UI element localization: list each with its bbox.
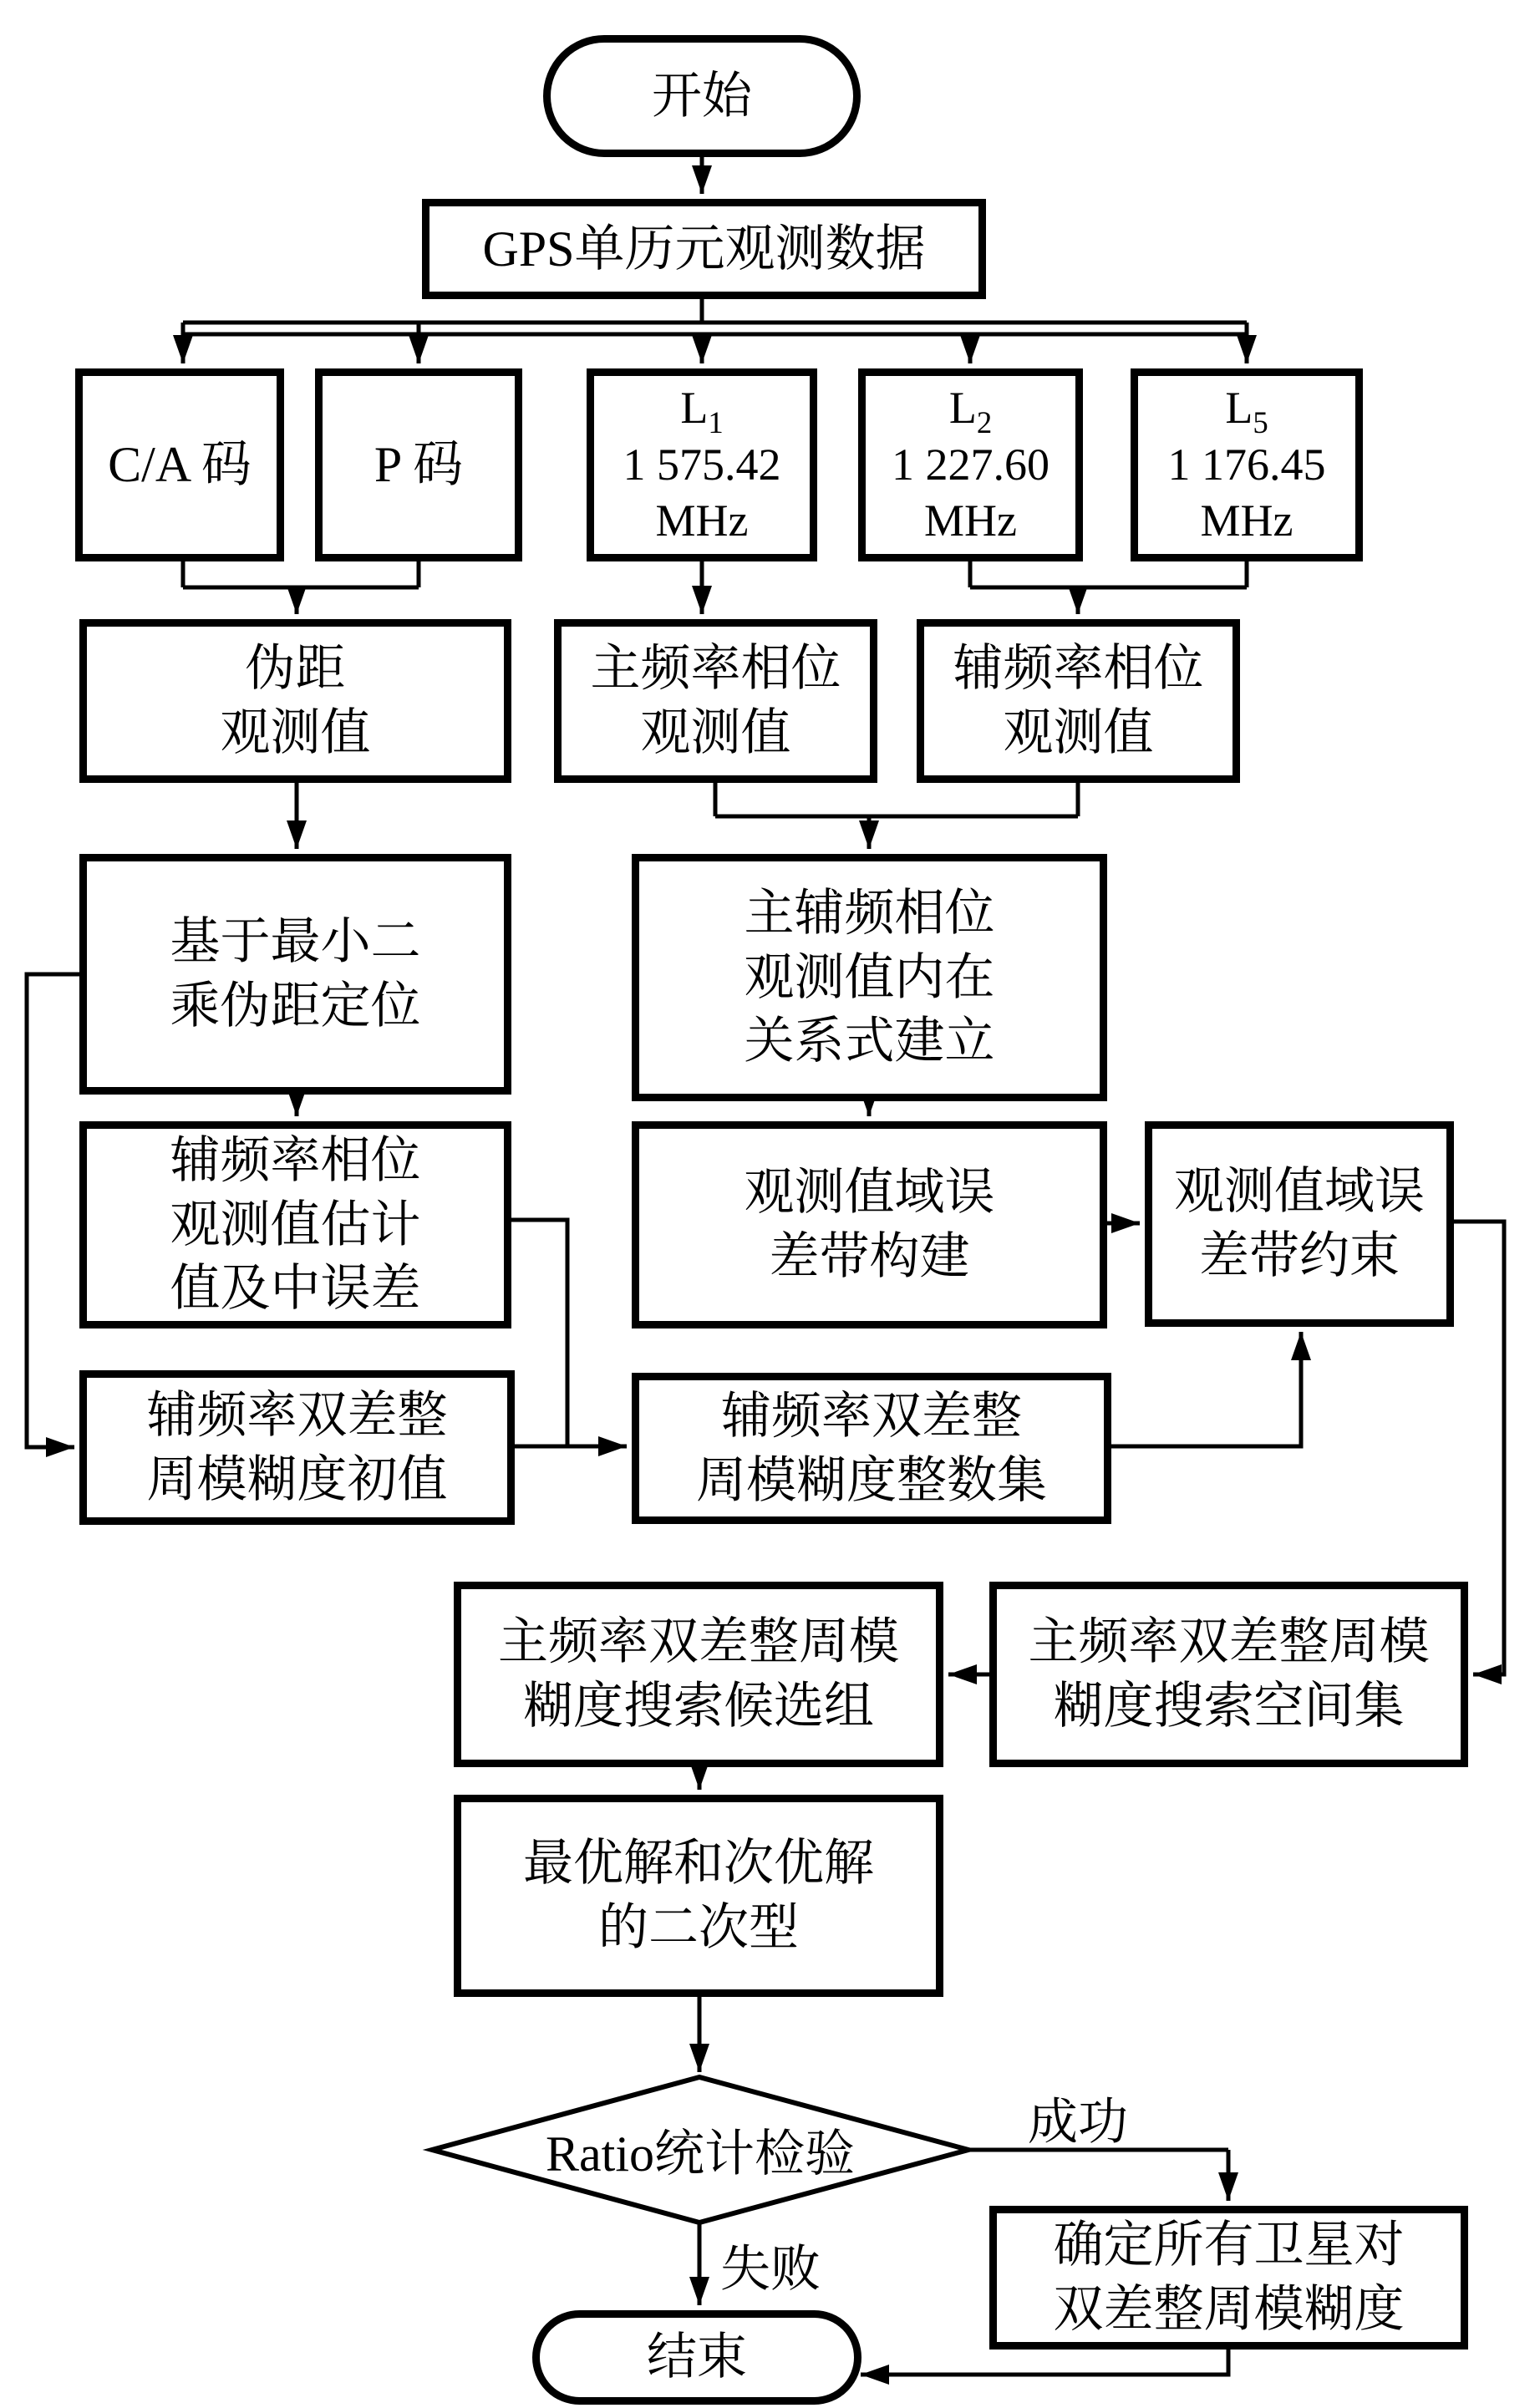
node-l5-unit: MHz xyxy=(1200,495,1293,546)
node-start-label: 开始 xyxy=(652,68,752,124)
node-main-dd-ambiguity-candidates xyxy=(454,1582,943,1767)
node-ca-code-label: C/A 码 xyxy=(108,437,252,493)
node-gps-data-label: GPS单历元观测数据 xyxy=(482,221,926,277)
node-l1-name: $L_1$ xyxy=(680,383,724,440)
node-phase-relation-line1: 主辅频相位 xyxy=(744,885,995,941)
node-phase-relation-build xyxy=(632,854,1107,1101)
node-l5-freq-value: 1 176.45 xyxy=(1167,439,1326,490)
edge-confirm-end xyxy=(861,2350,1228,2375)
node-quadratic-line1: 最优解和次优解 xyxy=(523,1836,874,1892)
l1-subscript: 1 xyxy=(708,405,724,440)
node-ratio-test xyxy=(468,2108,933,2192)
node-error-band-constraint xyxy=(1145,1121,1454,1327)
node-quadratic-line2: 的二次型 xyxy=(598,1900,799,1955)
node-aux-dd-init-line2: 周模糊度初值 xyxy=(146,1451,448,1507)
node-l1-frequency xyxy=(587,368,817,561)
node-phase-relation-line2: 观测值内在 xyxy=(744,949,995,1005)
node-lsq-line1: 基于最小二 xyxy=(170,914,421,970)
node-main-freq-phase-obs xyxy=(554,619,877,783)
node-end xyxy=(532,2310,861,2405)
node-aux-dd-ambiguity-init xyxy=(79,1370,515,1525)
node-aux-dd-set-line2: 周模糊度整数集 xyxy=(696,1452,1047,1508)
node-error-band-build-line1: 观测值域误 xyxy=(744,1165,995,1221)
node-end-label: 结束 xyxy=(647,2329,747,2385)
node-main-dd-ambiguity-search-space xyxy=(989,1582,1468,1767)
node-aux-freq-phase-line1: 辅频率相位 xyxy=(953,641,1204,697)
node-l5-frequency xyxy=(1131,368,1363,561)
l2-subscript: 2 xyxy=(976,405,993,440)
node-p-code xyxy=(315,368,522,561)
label-success: 成功 xyxy=(1028,2095,1128,2150)
node-aux-phase-estimate xyxy=(79,1121,511,1328)
node-l2-unit: MHz xyxy=(924,495,1017,546)
node-pseudorange-obs-line2: 观测值 xyxy=(220,705,371,760)
node-aux-dd-ambiguity-int-set xyxy=(632,1373,1111,1524)
node-confirm-line2: 双差整周模糊度 xyxy=(1053,2282,1405,2337)
node-aux-phase-estimate-line2: 观测值估计 xyxy=(170,1196,421,1252)
node-l1-freq-value: 1 575.42 xyxy=(623,439,781,490)
node-aux-phase-estimate-line1: 辅频率相位 xyxy=(170,1132,421,1188)
l5-subscript: 5 xyxy=(1253,405,1268,440)
node-aux-freq-phase-obs xyxy=(917,619,1240,783)
label-fail: 失败 xyxy=(720,2242,821,2297)
node-confirm-ambiguity xyxy=(989,2206,1468,2350)
node-aux-phase-estimate-line3: 值及中误差 xyxy=(170,1261,421,1317)
node-l2-frequency xyxy=(858,368,1083,561)
node-main-freq-phase-line2: 观测值 xyxy=(640,705,791,760)
node-quadratic-form xyxy=(454,1795,943,1997)
node-main-freq-phase-line1: 主频率相位 xyxy=(590,641,841,697)
edge-auxest-join xyxy=(511,1220,567,1446)
node-l5-name: $L_5$ xyxy=(1225,383,1268,440)
node-pseudorange-obs-line1: 伪距 xyxy=(245,641,346,697)
node-l2-name: $L_2$ xyxy=(948,383,993,440)
node-pseudorange-obs xyxy=(79,619,511,783)
node-phase-relation-line3: 关系式建立 xyxy=(744,1013,995,1069)
node-candidates-line1: 主频率双差整周模 xyxy=(498,1614,899,1670)
node-p-code-label: P 码 xyxy=(374,437,464,493)
node-l2-freq-value: 1 227.60 xyxy=(892,439,1050,490)
node-lsq-line2: 乘伪距定位 xyxy=(170,978,421,1034)
node-candidates-line2: 糊度搜索候选组 xyxy=(523,1679,874,1734)
node-search-space-line2: 糊度搜索空间集 xyxy=(1053,1679,1405,1734)
node-ca-code xyxy=(75,368,284,561)
node-ratio-test-label: Ratio统计检验 xyxy=(546,2126,855,2182)
edge-lsq-auxinit-feedback xyxy=(27,974,79,1447)
node-error-band-build xyxy=(632,1121,1107,1328)
node-aux-dd-set-line1: 辅频率双差整 xyxy=(721,1388,1022,1444)
node-error-band-build-line2: 差带构建 xyxy=(769,1229,970,1284)
node-error-band-constraint-line1: 观测值域误 xyxy=(1174,1164,1425,1220)
node-error-band-constraint-line2: 差带约束 xyxy=(1199,1228,1400,1283)
node-aux-freq-phase-line2: 观测值 xyxy=(1003,705,1154,760)
node-gps-data xyxy=(422,199,986,299)
node-aux-dd-init-line1: 辅频率双差整 xyxy=(146,1387,448,1443)
edge-auxset-constraint xyxy=(1111,1332,1301,1446)
node-lsq-pseudorange-positioning xyxy=(79,854,511,1095)
node-start xyxy=(543,35,861,157)
node-confirm-line1: 确定所有卫星对 xyxy=(1053,2217,1405,2273)
node-l1-unit: MHz xyxy=(655,495,749,546)
node-search-space-line1: 主频率双差整周模 xyxy=(1028,1614,1430,1670)
